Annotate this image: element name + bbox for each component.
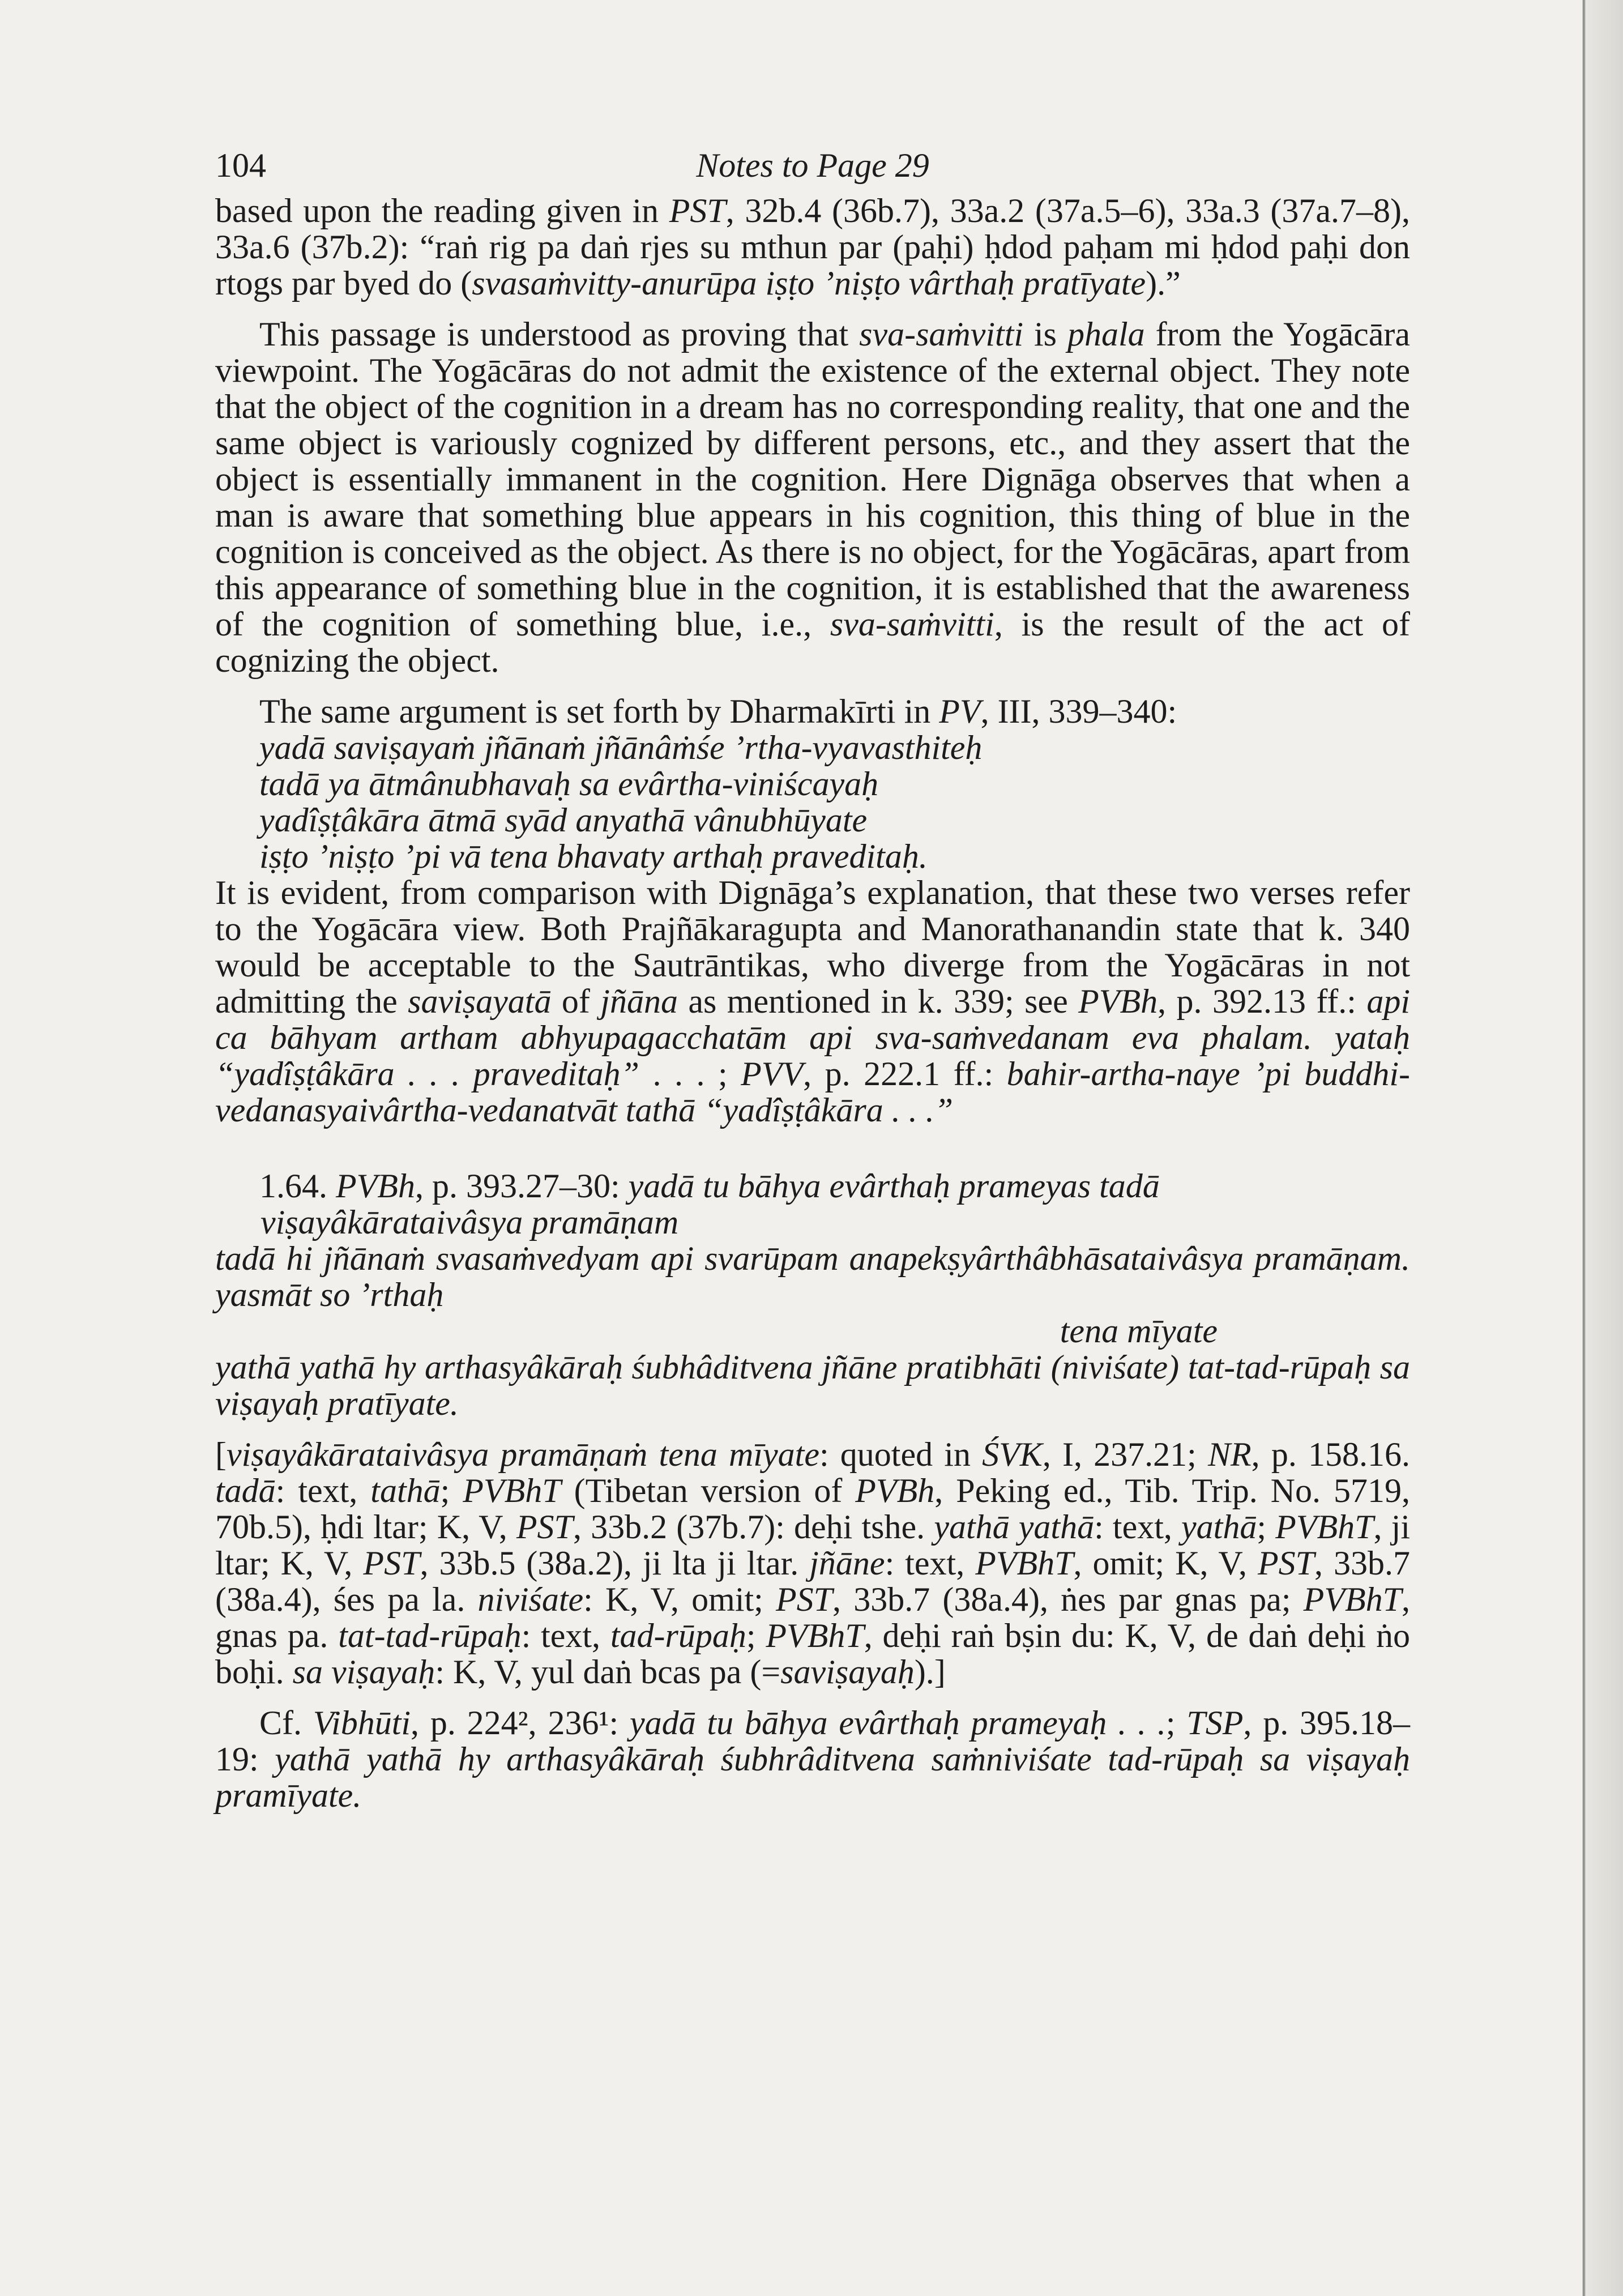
- book-gutter: [1586, 0, 1623, 2296]
- verse-line: iṣṭo ’niṣṭo ’pi vā tena bhavaty arthaḥ praveditaḥ.: [259, 838, 928, 875]
- verse-line: yadîṣṭâkāra ātmā syād anyathā vânubhūyate: [259, 801, 868, 839]
- book-spine-shadow: [1582, 0, 1586, 2296]
- paragraph-dharmakirti: The same argument is set forth by Dharmakīrti in PV, III, 339–340:: [259, 693, 1177, 730]
- verse-block: [259, 729, 1410, 874]
- book-page: [215, 142, 1410, 1813]
- running-title: Notes to Page 29: [696, 147, 929, 184]
- verse-line: yadā saviṣayaṁ jñānaṁ jñānâṁśe ’rtha-vyavasthiteḥ: [259, 729, 983, 766]
- note-1-64: [215, 1168, 1410, 1422]
- note-line: viṣayâkārataivâsya pramāṇam: [260, 1204, 679, 1241]
- note-line: yathā yathā hy arthasyâkāraḥ śubhâditvena jñāne pratibhāti (niviśate) tat-tad-rūpaḥ sa viṣayaḥ pratīyate.: [215, 1348, 1410, 1422]
- verse-line: tadā ya ātmânubhavaḥ sa evârtha-viniścayaḥ: [259, 765, 879, 803]
- note-line: tena mīyate: [1060, 1312, 1218, 1350]
- note-heading: 1.64. PVBh, p. 393.27–30: yadā tu bāhya evârthaḥ prameyas tadā: [259, 1167, 1160, 1205]
- paragraph-comparison: It is evident, from comparison with Dignāga’s explanation, that these two verses refer to the Yogācāra view. Both Prajñākaragupta and Manorathanandin state that k. 340 would be acceptable to the Sautrāntikas, who diverge from the Yogācāras in not admitting the saviṣayatā of jñāna as mentioned in k. 339; see PVBh, p. 392.13 ff.: api ca bāhyam artham abhyupagacchatām api sva-saṁvedanam eva phalam. yataḥ “yadîṣṭâkāra . . . praveditaḥ” . . . ; PVV, p. 222.1 ff.: bahir-artha-naye ’pi buddhi-vedanasyaivârtha-vedanatvāt tathā “yadîṣṭâkāra . . .”: [215, 874, 1411, 1129]
- paragraph-yogacara: This passage is understood as proving that sva-saṁvitti is phala from the Yogācāra viewpoint. The Yogācāras do not admit the existence of the external object. They note that the object of the cognition in a dream has no corresponding reality, that one and the same object is variously cognized by different persons, etc., and they assert that the object is essentially immanent in the cognition. Here Dignāga observes that when a man is aware that something blue appears in his cognition, this thing of blue in the cognition is conceived as the object. As there is no object, for the Yogācāras, apart from this appearance of something blue in the cognition, it is established that the awareness of the cognition of something blue, i.e., sva-saṁvitti, is the result of the act of cognizing the object.: [215, 315, 1410, 679]
- paragraph-cf: Cf. Vibhūti, p. 224², 236¹: yadā tu bāhya evârthaḥ prameyaḥ . . .; TSP, p. 395.18–19: yathā yathā hy arthasyâkāraḥ śubhrâditvena saṁniviśate tad-rūpaḥ sa viṣayaḥ pramīyate.: [215, 1704, 1411, 1814]
- paragraph-variants: [viṣayâkārataivâsya pramāṇaṁ tena mīyate: quoted in ŚVK, I, 237.21; NR, p. 158.16. tadā: text, tathā; PVBhT (Tibetan version of PVBh, Peking ed., Tib. Trip. No. 5719, 70b.5), ḥdi ltar; K, V, PST, 33b.2 (37b.7): deḥi tshe. yathā yathā: text, yathā; PVBhT, ji ltar; K, V, PST, 33b.5 (38a.2), ji lta ji ltar. jñāne: text, PVBhT, omit; K, V, PST, 33b.7 (38a.4), śes pa la. niviśate: K, V, omit; PST, 33b.7 (38a.4), ṅes par gnas pa; PVBhT, gnas pa. tat-tad-rūpaḥ: text, tad-rūpaḥ; PVBhT, deḥi raṅ bṣin du: K, V, de daṅ deḥi ṅo boḥi. sa viṣayaḥ: K, V, yul daṅ bcas pa (=saviṣayaḥ).]: [215, 1436, 1411, 1691]
- page-header: [215, 142, 1410, 193]
- page-number: 104: [215, 147, 266, 184]
- paragraph-reading: based upon the reading given in PST, 32b.4 (36b.7), 33a.2 (37a.5–6), 33a.3 (37a.7–8), 33a.6 (37b.2): “raṅ rig pa daṅ rjes su mthun par (paḥi) ḥdod paḥam mi ḥdod paḥi don rtogs par byed do (svasaṁvitty-anurūpa iṣṭo ’niṣṭo vârthaḥ pratīyate).”: [215, 192, 1411, 302]
- note-line: tadā hi jñānaṁ svasaṁvedyam api svarūpam anapekṣyârthâbhāsataivâsya pramāṇam. yasmāt so ’rthaḥ: [215, 1240, 1410, 1313]
